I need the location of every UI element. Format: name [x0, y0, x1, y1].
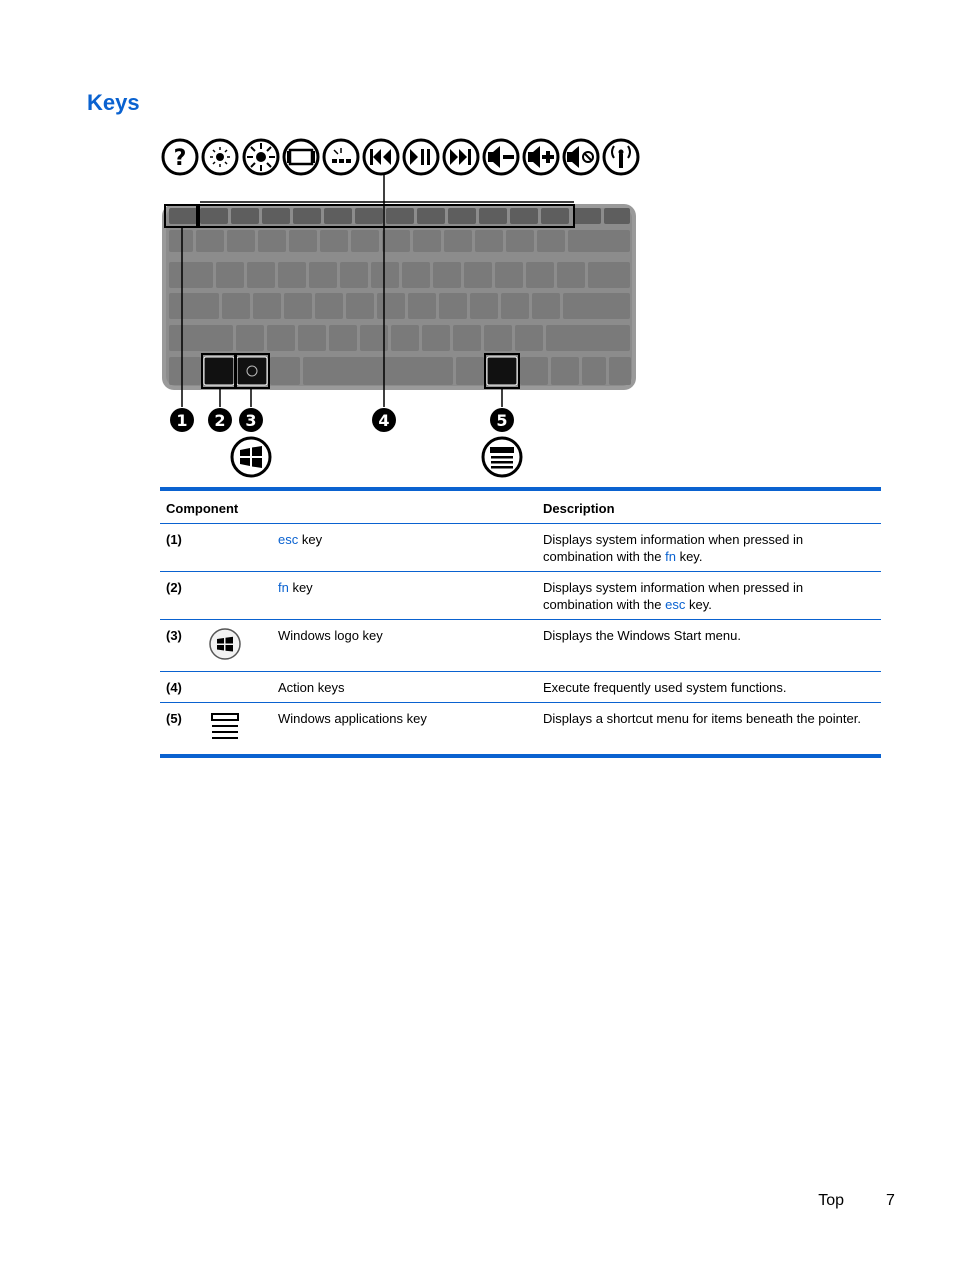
callout-2	[208, 408, 232, 432]
page-title: Keys	[87, 90, 140, 115]
wireless-icon	[604, 140, 638, 174]
table-row	[160, 524, 881, 572]
component-number: (2)	[160, 572, 202, 620]
component-icon-cell	[202, 572, 272, 620]
description-text-end: key.	[685, 597, 712, 612]
keyboard-backlight-icon	[324, 140, 358, 174]
help-icon	[163, 140, 197, 174]
component-number: (3)	[160, 620, 202, 672]
component-name	[272, 524, 537, 572]
component-description	[537, 524, 881, 572]
component-description: Displays a shortcut menu for items beneath the pointer.	[543, 711, 861, 726]
component-name: Windows logo key	[272, 620, 537, 672]
svg-text:2: 2	[214, 411, 226, 430]
windows-logo-icon	[208, 627, 242, 661]
previous-track-icon	[364, 140, 398, 174]
component-description: Displays the Windows Start menu.	[537, 620, 881, 672]
callout-5	[490, 408, 514, 432]
svg-text:4: 4	[378, 411, 390, 430]
svg-text:1: 1	[176, 411, 188, 430]
description-header: Description	[537, 489, 881, 524]
svg-text:5: 5	[496, 411, 508, 430]
component-icon-cell	[202, 620, 272, 672]
component-name-rest: key	[298, 532, 323, 547]
applications-menu-icon	[208, 710, 242, 744]
brightness-down-icon	[203, 140, 237, 174]
description-text: Displays system information when pressed in combination with the	[543, 580, 804, 612]
description-text: Displays system information when pressed in combination with the	[543, 532, 804, 564]
table-row	[160, 620, 881, 672]
page-number: 7	[886, 1192, 895, 1209]
component-description	[537, 572, 881, 620]
applications-menu-icon	[483, 438, 521, 476]
components-table	[160, 487, 881, 758]
volume-down-icon	[484, 140, 518, 174]
esc-key-link[interactable]: esc	[278, 532, 299, 547]
svg-text:?: ?	[173, 146, 187, 171]
callout-3	[239, 408, 263, 432]
description-text-end: key.	[675, 549, 703, 564]
fn-key-link[interactable]: fn	[665, 549, 676, 564]
table-row	[160, 572, 881, 620]
component-name: Windows applications key	[278, 711, 427, 726]
windows-logo-icon	[232, 438, 270, 476]
callout-4	[372, 408, 396, 432]
component-icon-cell	[202, 524, 272, 572]
component-description: Execute frequently used system functions.	[537, 672, 881, 703]
brightness-up-icon	[244, 140, 278, 174]
keyboard-body	[162, 204, 636, 390]
display-switch-icon	[284, 140, 318, 174]
component-header: Component	[160, 489, 537, 524]
component-number: (4)	[160, 672, 202, 703]
component-number: (5)	[166, 711, 182, 726]
component-icon-cell	[202, 703, 272, 757]
table-header-row	[160, 489, 881, 524]
callout-1	[170, 408, 194, 432]
esc-key-link[interactable]: esc	[665, 597, 686, 612]
play-pause-icon	[404, 140, 438, 174]
component-name	[272, 572, 537, 620]
next-track-icon	[444, 140, 478, 174]
fn-key-link[interactable]: fn	[278, 580, 289, 595]
mute-icon	[564, 140, 598, 174]
component-name: Action keys	[272, 672, 537, 703]
footer-section-link[interactable]: Top	[818, 1192, 844, 1209]
component-number: (1)	[160, 524, 202, 572]
volume-up-icon	[524, 140, 558, 174]
table-row	[160, 703, 881, 757]
component-icon-cell	[202, 672, 272, 703]
component-name-rest: key	[288, 580, 313, 595]
keyboard-illustration	[160, 132, 644, 482]
keyboard-figure	[160, 132, 644, 482]
table-row	[160, 672, 881, 703]
svg-text:3: 3	[245, 411, 257, 430]
